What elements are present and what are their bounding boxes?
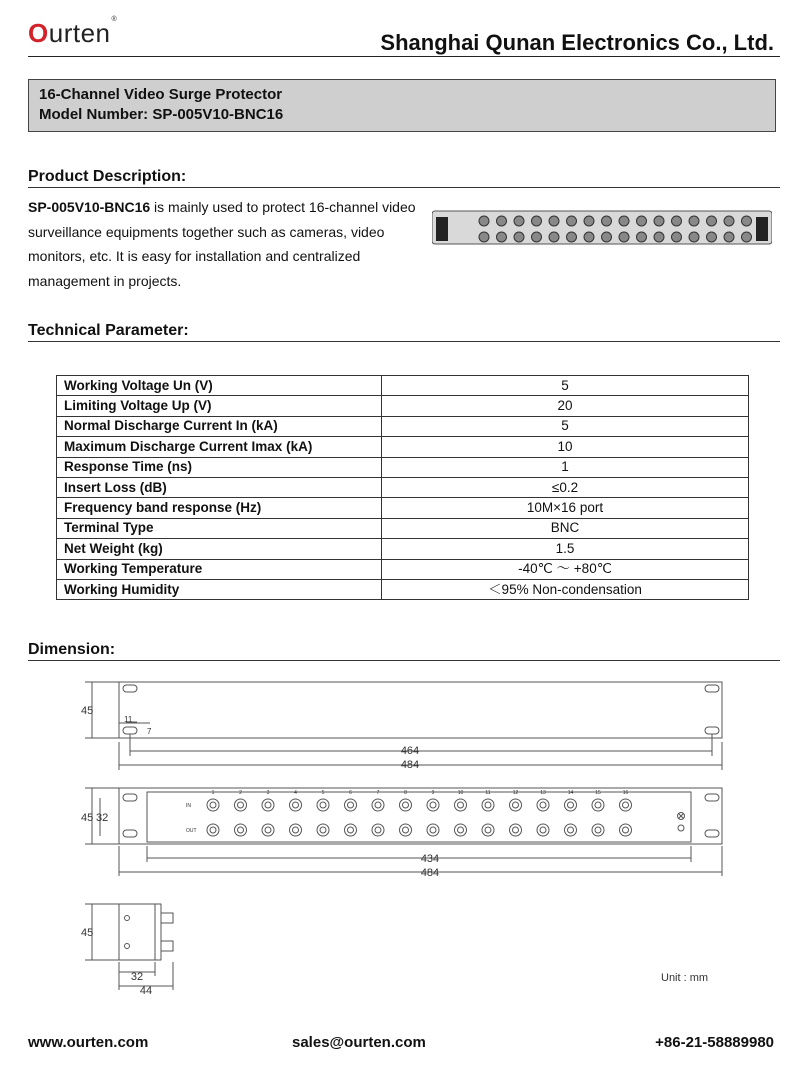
technical-parameter-table xyxy=(56,375,749,600)
channel-number: 5 xyxy=(321,790,325,796)
bnc-connector xyxy=(207,799,219,811)
parameter-row xyxy=(57,396,749,416)
channel-number: 16 xyxy=(622,790,629,796)
hole-span-label: 464 xyxy=(400,745,420,757)
photo-connector xyxy=(567,216,577,226)
technical-parameter-heading: Technical Parameter: xyxy=(28,321,780,342)
in-label: IN xyxy=(186,803,191,809)
photo-connector xyxy=(637,216,647,226)
photo-connector xyxy=(584,216,594,226)
side-height-label: 45 xyxy=(81,927,94,939)
channel-number: 15 xyxy=(595,790,601,796)
channel-number: 4 xyxy=(294,790,297,796)
photo-connector xyxy=(689,232,699,242)
bnc-connector xyxy=(317,799,329,811)
product-title: 16-Channel Video Surge Protector xyxy=(39,86,283,103)
parameter-name: Limiting Voltage Up (V) xyxy=(57,396,382,416)
photo-connector xyxy=(602,232,612,242)
parameter-name: Maximum Discharge Current Imax (kA) xyxy=(57,437,382,457)
channel-number: 11 xyxy=(485,790,491,796)
bnc-connector xyxy=(400,799,412,811)
parameter-row xyxy=(57,518,749,538)
photo-connector xyxy=(479,216,489,226)
parameter-name: Working Temperature xyxy=(57,559,382,579)
photo-connector xyxy=(637,232,647,242)
parameter-value: BNC xyxy=(382,518,749,538)
parameter-name: Working Humidity xyxy=(57,579,382,599)
company-name: Shanghai Qunan Electronics Co., Ltd. xyxy=(380,30,774,55)
photo-connector xyxy=(742,232,752,242)
channel-number: 3 xyxy=(266,790,270,796)
phone-number: +86-21-58889980 xyxy=(655,1034,774,1051)
header-divider xyxy=(28,56,780,57)
photo-connector xyxy=(549,216,559,226)
top-width-label: 484 xyxy=(400,759,420,771)
photo-connector xyxy=(672,232,682,242)
parameter-name: Insert Loss (dB) xyxy=(57,477,382,497)
photo-connector xyxy=(584,232,594,242)
photo-connector xyxy=(497,216,507,226)
parameter-value: 20 xyxy=(382,396,749,416)
unit-label: Unit : mm xyxy=(661,972,709,984)
parameter-value: 1.5 xyxy=(382,539,749,559)
parameter-value: ≤0.2 xyxy=(382,477,749,497)
description-body: is mainly used to protect 16-channel video surveillance equipments together such as cameras, video monitors, etc. It is easy for installation and centralized management in projects. xyxy=(28,199,416,289)
channel-number: 9 xyxy=(431,790,435,796)
parameter-row xyxy=(57,579,749,599)
channel-number: 13 xyxy=(540,790,546,796)
bnc-connector xyxy=(427,799,439,811)
parameter-row xyxy=(57,498,749,518)
photo-connector xyxy=(707,232,717,242)
photo-connector xyxy=(514,216,524,226)
photo-connector xyxy=(672,216,682,226)
photo-connector xyxy=(707,216,717,226)
channel-number: 8 xyxy=(404,790,407,796)
email-link[interactable]: sales@ourten.com xyxy=(292,1034,426,1051)
logo-mark: O xyxy=(28,18,49,48)
bnc-connector xyxy=(207,824,219,836)
bnc-connector xyxy=(620,799,632,811)
photo-connector xyxy=(654,232,664,242)
top-height-label: 45 xyxy=(81,705,94,717)
product-description-heading: Product Description: xyxy=(28,167,780,188)
parameter-name: Response Time (ns) xyxy=(57,457,382,477)
photo-connector xyxy=(724,232,734,242)
product-title-box xyxy=(28,79,776,132)
photo-connector xyxy=(724,216,734,226)
bnc-connector xyxy=(345,799,357,811)
parameter-value: 5 xyxy=(382,416,749,436)
channel-number: 1 xyxy=(211,790,215,796)
channel-number: 12 xyxy=(512,790,519,796)
bnc-connector xyxy=(427,824,439,836)
photo-connector xyxy=(602,216,612,226)
side-view xyxy=(85,904,173,990)
parameter-name: Normal Discharge Current In (kA) xyxy=(57,416,382,436)
parameter-row xyxy=(57,376,749,396)
parameter-value: ＜95% Non-condensation xyxy=(382,579,749,599)
bnc-connector xyxy=(510,824,522,836)
product-photo xyxy=(432,207,772,247)
photo-connector xyxy=(479,232,489,242)
bnc-connector xyxy=(262,799,274,811)
bnc-connector xyxy=(592,824,604,836)
parameter-row xyxy=(57,539,749,559)
website-link[interactable]: www.ourten.com xyxy=(28,1034,149,1051)
bnc-connector xyxy=(372,799,384,811)
front-inner-width-label: 434 xyxy=(420,853,440,865)
parameter-value: 1 xyxy=(382,457,749,477)
bnc-connector xyxy=(262,824,274,836)
bnc-connector xyxy=(565,799,577,811)
parameter-row xyxy=(57,416,749,436)
parameter-value: -40℃ ～ +80℃ xyxy=(382,559,749,579)
photo-connector xyxy=(742,216,752,226)
parameter-value: 10 xyxy=(382,437,749,457)
bnc-connector xyxy=(620,824,632,836)
parameter-name: Terminal Type xyxy=(57,518,382,538)
parameter-name: Frequency band response (Hz) xyxy=(57,498,382,518)
channel-number: 2 xyxy=(239,790,242,796)
dimension-drawing xyxy=(0,670,808,1000)
bnc-connector xyxy=(400,824,412,836)
parameter-row xyxy=(57,477,749,497)
front-width-label: 484 xyxy=(420,867,440,879)
bnc-connector xyxy=(482,824,494,836)
bnc-connector xyxy=(482,799,494,811)
parameter-row xyxy=(57,559,749,579)
front-height-label: 45 xyxy=(81,812,94,824)
side-depth-inner-label: 32 xyxy=(130,971,144,983)
photo-connector xyxy=(549,232,559,242)
parameter-value: 5 xyxy=(382,376,749,396)
bnc-connector xyxy=(290,799,302,811)
model-number: Model Number: SP-005V10-BNC16 xyxy=(39,106,284,123)
photo-connector xyxy=(532,232,542,242)
bnc-connector xyxy=(592,799,604,811)
description-model: SP-005V10-BNC16 xyxy=(28,199,151,215)
channel-number: 7 xyxy=(376,790,380,796)
photo-connector xyxy=(619,216,629,226)
bnc-connector xyxy=(345,824,357,836)
logo-text: urten xyxy=(48,18,111,48)
bnc-connector xyxy=(317,824,329,836)
parameter-value: 10M×16 port xyxy=(382,498,749,518)
photo-connector xyxy=(514,232,524,242)
channel-number: 10 xyxy=(457,790,464,796)
bnc-connector xyxy=(372,824,384,836)
bnc-connector xyxy=(537,799,549,811)
photo-connector xyxy=(619,232,629,242)
parameter-name: Working Voltage Un (V) xyxy=(57,376,382,396)
bnc-connector xyxy=(455,824,467,836)
hole-size-label: 7 xyxy=(147,727,152,736)
bnc-connector xyxy=(510,799,522,811)
photo-connector xyxy=(654,216,664,226)
bnc-connector xyxy=(235,799,247,811)
company-logo: Ourten® xyxy=(28,16,118,48)
parameter-name: Net Weight (kg) xyxy=(57,539,382,559)
bnc-connector xyxy=(565,824,577,836)
parameter-row xyxy=(57,457,749,477)
channel-number: 14 xyxy=(567,790,574,796)
bnc-connector xyxy=(235,824,247,836)
dimension-heading: Dimension: xyxy=(28,640,780,661)
out-label: OUT xyxy=(186,828,197,834)
photo-connector xyxy=(689,216,699,226)
photo-connector xyxy=(567,232,577,242)
product-description-text xyxy=(28,195,418,293)
bnc-connector xyxy=(290,824,302,836)
bnc-connector xyxy=(537,824,549,836)
parameter-row xyxy=(57,437,749,457)
front-inner-height-label: 32 xyxy=(96,812,109,824)
photo-connector xyxy=(497,232,507,242)
channel-number: 6 xyxy=(349,790,352,796)
photo-connector xyxy=(532,216,542,226)
bnc-connector xyxy=(455,799,467,811)
side-depth-label: 44 xyxy=(139,985,153,997)
hole-offset-label: 11 xyxy=(124,715,133,724)
